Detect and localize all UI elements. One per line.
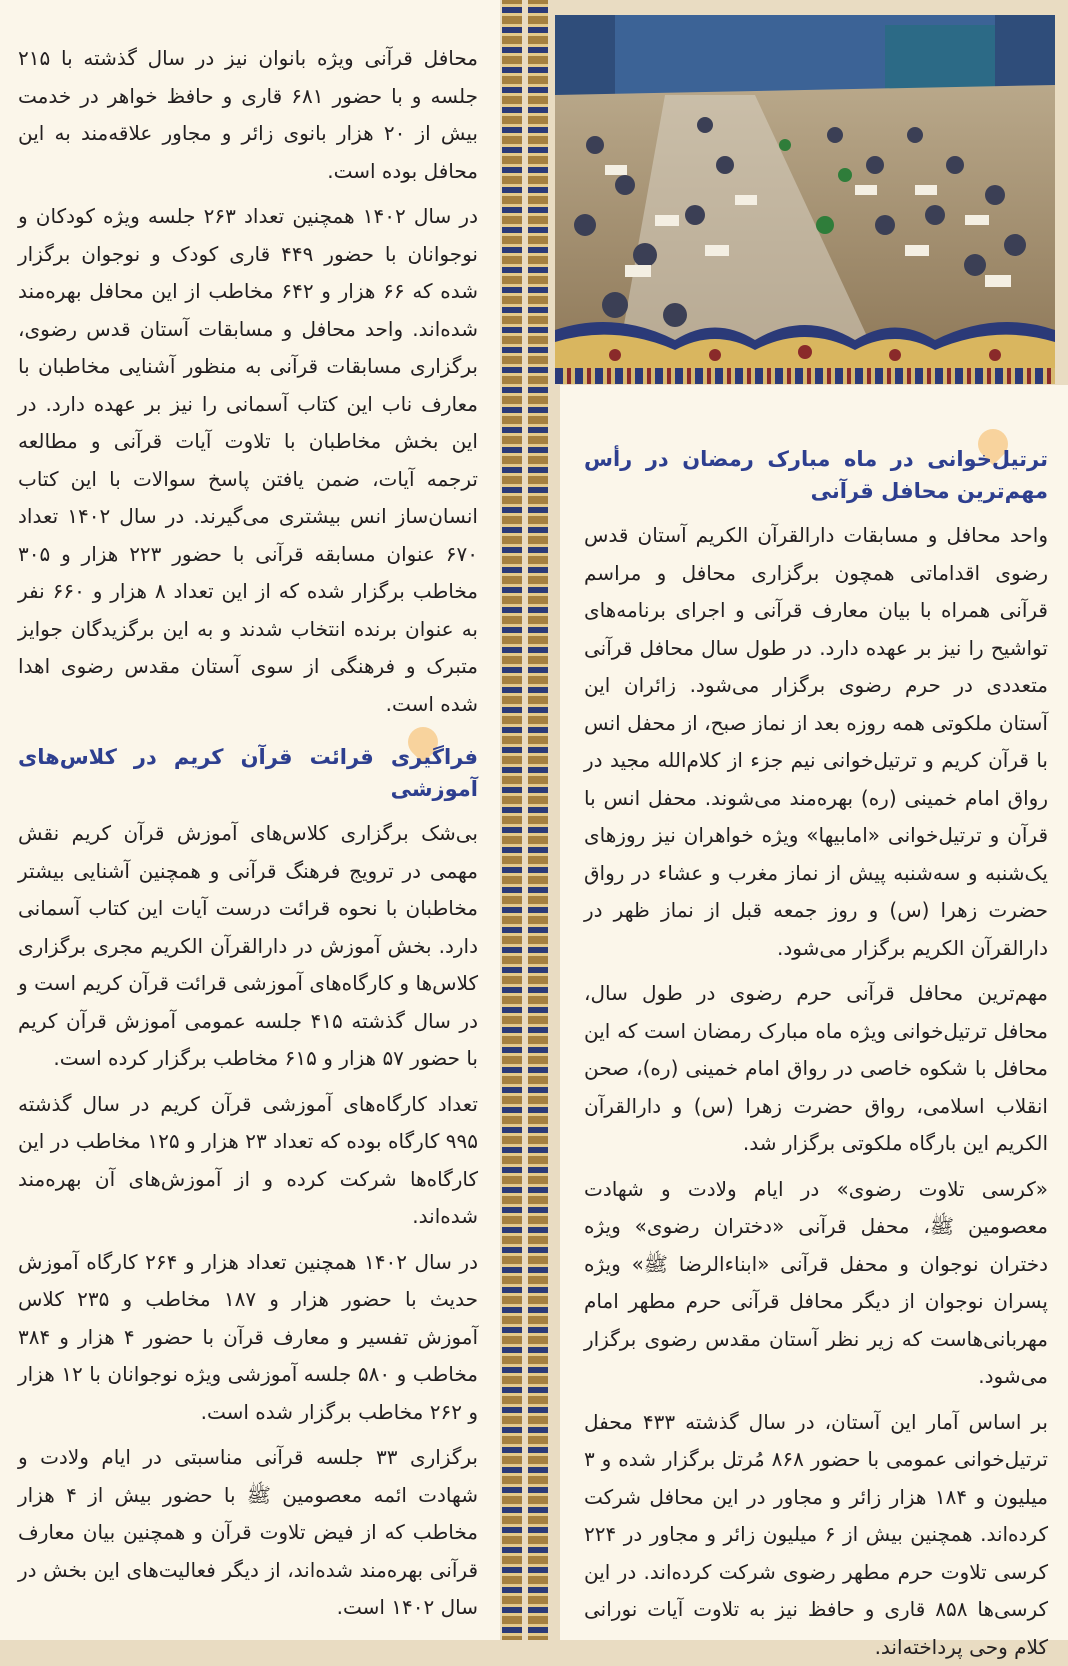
right-column <box>560 385 1068 1640</box>
decorative-border <box>528 0 548 1640</box>
section-heading-text: ترتیل‌خوانی در ماه مبارک رمضان در رأس مهم‌ترین محافل قرآنی <box>584 447 1048 503</box>
paragraph: مهم‌ترین محافل قرآنی حرم رضوی در طول سال، محافل ترتیل‌خوانی ویژه ماه مبارک رمضان است که این محافل با شکوه خاصی در رواق امام خمینی (ره)، صحن انقلاب اسلامی، رواق حضرت زهرا (س) و دارالقرآن الکریم این بارگاه ملکوتی برگزار شد. <box>584 975 1048 1163</box>
paragraph: برگزاری ۳۳ جلسه قرآنی مناسبتی در ایام ولادت و شهادت ائمه معصومین ﷺ با حضور بیش از ۴ هزار مخاطب که از فیض تلاوت قرآن و همچنین بیان معارف قرآنی بهره‌مند شده‌اند، از دیگر فعالیت‌های این بخش در سال ۱۴۰۲ است. <box>18 1439 478 1627</box>
section-heading <box>18 741 478 805</box>
paragraph: محافل قرآنی ویژه بانوان نیز در سال گذشته با ۲۱۵ جلسه و با حضور ۶۸۱ قاری و حافظ خواهر در خدمت بیش از ۲۰ هزار بانوی زائر و مجاور علاقه‌مند به این محافل بوده است. <box>18 40 478 190</box>
paragraph: تعداد کارگاه‌های آموزشی قرآن کریم در سال گذشته ۹۹۵ کارگاه بوده که تعداد ۲۳ هزار و ۱۲۵ مخاطب در این کارگاه‌ها شرکت کرده و از آموزش‌های آن بهره‌مند شده‌اند. <box>18 1086 478 1236</box>
paragraph: واحد محافل و مسابقات دارالقرآن الکریم آستان قدس رضوی اقداماتی همچون برگزاری محافل و مراسم قرآنی همراه با بیان معارف قرآنی و اجرای برنامه‌های تواشیح را نیز بر عهده دارد. در طول سال محافل قرآنی متعددی در حرم رضوی برگزار می‌شود. زائران این آستان ملکوتی همه روزه بعد از نماز صبح، از محفل انس با قرآن کریم و ترتیل‌خوانی نیم جزء از کلام‌الله مجید در رواق امام خمینی (ره) بهره‌مند می‌شوند. محفل انس با قرآن و ترتیل‌خوانی «امابیها» ویژه خواهران نیز روزهای یک‌شنبه و سه‌شنبه پیش از نماز مغرب و عشاء در رواق حضرت زهرا (س) و روز جمعه قبل از نماز ظهر در دارالقرآن الکریم برگزار می‌شود. <box>584 517 1048 967</box>
paragraph: در سال ۱۴۰۲ همچنین تعداد هزار و ۲۶۴ کارگاه آموزش حدیث با حضور هزار و ۱۸۷ مخاطب و ۲۳۵ کلاس آموزش تفسیر و معارف قرآن با حضور ۴ هزار و ۳۸۴ مخاطب و ۵۸۰ جلسه آموزشی ویژه نوجوانان با ۱۲ هزار و ۲۶۲ مخاطب برگزار شده است. <box>18 1244 478 1432</box>
paragraph: در سال ۱۴۰۲ همچنین تعداد ۲۶۳ جلسه ویژه کودکان و نوجوانان با حضور ۴۴۹ قاری کودک و نوجوان برگزار شده که ۶۶ هزار و ۶۴۲ مخاطب از این محافل بهره‌مند شده‌اند. واحد محافل و مسابقات آستان قدس رضوی، برگزاری مسابقات قرآنی به منظور آشنایی مخاطبان با معارف ناب این کتاب آسمانی را نیز بر عهده دارد. در این بخش مخاطبان با تلاوت آیات قرآنی و مطالعه ترجمه آیات، ضمن یافتن پاسخ سوالات با این کتاب انسان‌ساز انس بیشتری می‌گیرند. در سال ۱۴۰۲ تعداد ۶۷۰ عنوان مسابقه قرآنی با حضور ۲۲۳ هزار و ۳۰۵ مخاطب برگزار شده که از این تعداد ۸ هزار و ۶۶۰ نفر به عنوان برنده انتخاب شدند و به این برگزیدگان جوایز متبرک و فرهنگی از سوی آستان مقدس رضوی اهدا شده است. <box>18 198 478 723</box>
ornamental-arch-frame <box>555 310 1055 370</box>
section-heading-text: فراگیری قرائت قرآن کریم در کلاس‌های آموزشی <box>18 745 478 801</box>
left-column <box>0 0 500 1640</box>
decorative-border <box>555 368 1055 384</box>
decorative-border <box>502 0 522 1640</box>
section-heading <box>584 443 1048 507</box>
paragraph: بی‌شک برگزاری کلاس‌های آموزش قرآن کریم نقش مهمی در ترویج فرهنگ قرآنی و همچنین آشنایی بیشتر مخاطبان با نحوه قرائت درست آیات این کتاب آسمانی دارد. بخش آموزش در دارالقرآن الکریم مجری برگزاری کلاس‌ها و کارگاه‌های آموزشی قرائت قرآن کریم است و در سال گذشته ۴۱۵ جلسه عمومی آموزش قرآن کریم با حضور ۵۷ هزار و ۶۱۵ مخاطب برگزار کرده است. <box>18 815 478 1078</box>
paragraph: «کرسی تلاوت رضوی» در ایام ولادت و شهادت معصومین ﷺ، محفل قرآنی «دختران رضوی» ویژه دختران نوجوان و محفل قرآنی «ابناءالرضا ﷺ» ویژه پسران نوجوان از دیگر محافل قرآنی حرم مطهر امام مهربانی‌هاست که زیر نظر آستان مقدس رضوی برگزار می‌شود. <box>584 1171 1048 1396</box>
paragraph: بر اساس آمار این آستان، در سال گذشته ۴۳۳ محفل ترتیل‌خوانی عمومی با حضور ۸۶۸ مُرتل برگزار شده و ۳ میلیون و ۱۸۴ هزار زائر و مجاور در این محافل شرکت کرده‌اند. همچنین بیش از ۶ میلیون زائر و مجاور در ۲۲۴ کرسی تلاوت حرم مطهر رضوی شرکت کرده‌اند. در این کرسی‌ها ۸۵۸ قاری و حافظ نیز به تلاوت آیات نورانی کلام وحی پرداخته‌اند. <box>584 1404 1048 1666</box>
